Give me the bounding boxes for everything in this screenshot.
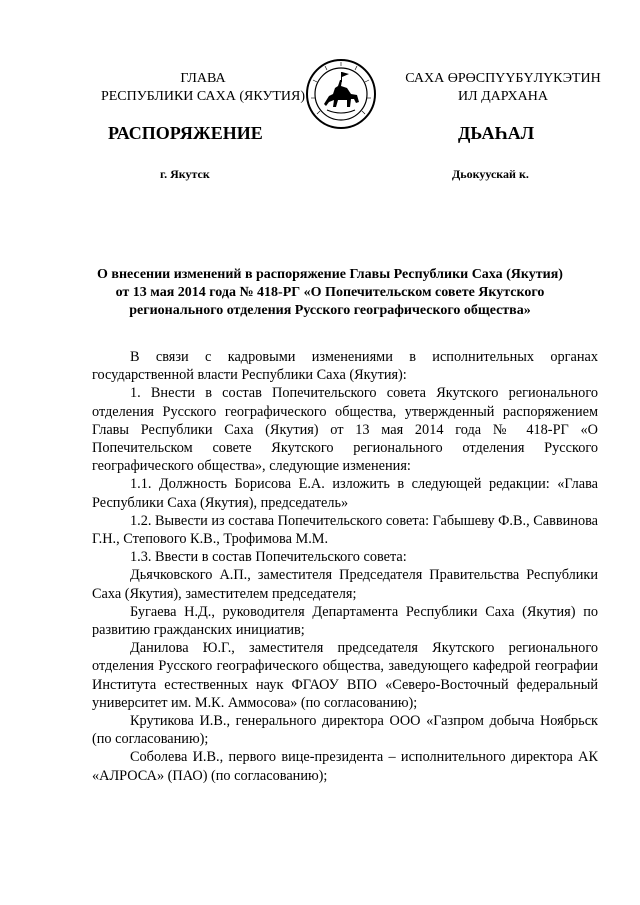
paragraph: 1.3. Ввести в состав Попечительского совета: [130, 549, 407, 566]
title-line: от 13 мая 2014 года № 418-РГ «О Попечительском совете Якутского [115, 285, 545, 300]
paragraph: Бугаева Н.Д., руководителя Департамента Республики Саха (Якутия) по развитию гражданских инициатив; [92, 603, 598, 639]
emblem-icon [305, 58, 377, 130]
header-left-line: ГЛАВА [180, 71, 226, 86]
paragraph: В связи с кадровыми изменениями в исполнительных органах государственной власти Республики Саха (Якутия): [92, 349, 598, 384]
paragraph: 1.1. Должность Борисова Е.А. изложить в следующей редакции: «Глава Республики Саха (Якутия), председатель» [92, 476, 598, 511]
doc-type-left: РАСПОРЯЖЕНИЕ [108, 123, 263, 143]
paragraph: Данилова Ю.Г., заместителя председателя Якутского регионального отделения Русского географического общества, заведующего кафедрой географии Института естественных наук ФГАОУ ВПО «Северо-Восточный федеральный университет им. М.К. Аммосова» (по согласованию); [92, 640, 598, 711]
header-right [378, 70, 628, 106]
paragraph: Крутикова И.В., генерального директора ООО «Газпром добыча Ноябрьск (по согласованию); [92, 713, 598, 748]
document-body [92, 348, 598, 785]
paragraph: Дьячковского А.П., заместителя Председателя Правительства Республики Саха (Якутия), заместителем председателя; [92, 567, 598, 602]
title-line: О внесении изменений в распоряжение Главы Республики Саха (Якутия) [97, 267, 563, 282]
paragraph: Соболева И.В., первого вице-президента – исполнительного директора АК «АЛРОСА» (ПАО) (по согласованию); [92, 749, 598, 784]
city-right: Дьокуускай к. [452, 167, 529, 181]
paragraph: 1.2. Вывести из состава Попечительского совета: Габышеву Ф.В., Саввинова Г.Н., Степового К.В., Трофимова М.М. [92, 512, 598, 548]
header-left [88, 70, 318, 106]
paragraph: 1. Внести в состав Попечительского совета Якутского регионального отделения Русского географического общества, утвержденный распоряжением Главы Республики Саха (Якутия) от 13 мая 2014 года № 418-РГ «О Попечительском совете Якутского регионального отделения Русского географического общества», следующие изменения: [92, 385, 598, 475]
city-left: г. Якутск [160, 167, 210, 181]
header-right-line: ИЛ ДАРХАНА [457, 89, 548, 104]
header-left-line: РЕСПУБЛИКИ САХА (ЯКУТИЯ) [100, 89, 306, 104]
title-line: регионального отделения Русского географического общества» [129, 303, 531, 318]
doc-type-right: ДЬАҺАЛ [458, 123, 535, 143]
header-right-line: САХА ӨРӨСПҮҮБҮЛҮКЭТИН [405, 71, 601, 86]
document-title [80, 266, 580, 320]
